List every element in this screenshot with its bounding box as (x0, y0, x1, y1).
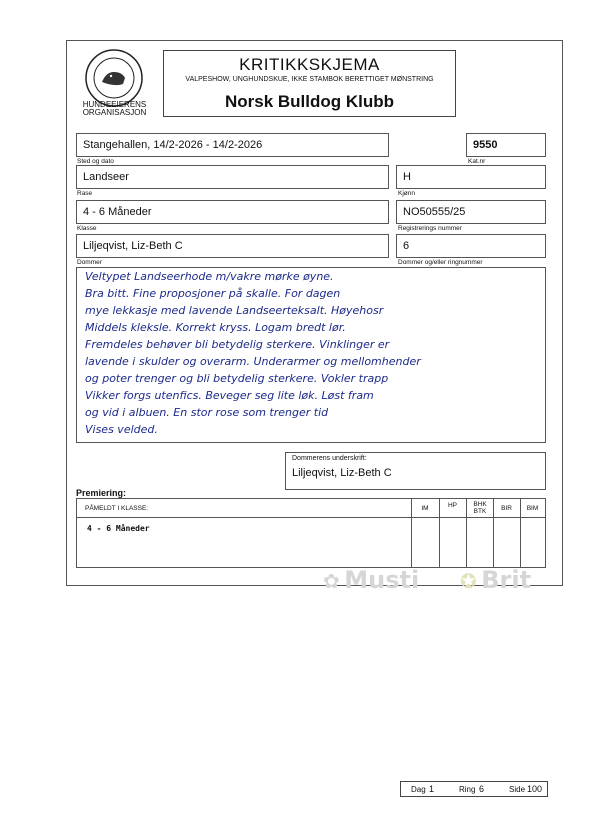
critique-line: Vikker forgs utenfics. Beveger seg lite løk. Løst fram (85, 389, 374, 402)
critique-line: mye lekkasje med lavende Landseerteksalt. Høyehosr (85, 304, 384, 317)
musti-logo: ✿ Musti (323, 566, 420, 594)
cat-nr-label: Kat.nr (468, 158, 486, 165)
critique-line: Middels kleksle. Korrekt kryss. Logam bredt lør. (85, 321, 346, 334)
judge-label: Dommer (77, 259, 102, 266)
header-bim: BIM (526, 505, 539, 512)
reg-nr-label: Registrerings nummer (398, 225, 462, 232)
cat-nr-field: 9550 (466, 133, 546, 157)
title-box (163, 50, 456, 117)
header-bhk-btk: BHK BTK (473, 501, 487, 515)
critique-line: og vid i albuen. En stor rose som trenger tid (85, 406, 329, 419)
paw-icon: ✿ (323, 571, 340, 593)
critique-line: og poter trenger og bli betydelig sterkere. Vokler trapp (85, 372, 389, 385)
class-entry: 4 - 6 Måneder (87, 524, 150, 533)
venue-date-field: Stangehallen, 14/2-2026 - 14/2-2026 (76, 133, 389, 157)
form-title: KRITIKKSKJEMA (239, 55, 380, 74)
venue-date-label: Sted og dato (77, 158, 114, 165)
header-bir: BIR (501, 505, 512, 512)
critique-line: Vises velded. (85, 423, 158, 436)
brit-emblem-icon: ✪ (460, 571, 477, 593)
breed-field: Landseer (76, 165, 389, 189)
class-field: 4 - 6 Måneder (76, 200, 389, 224)
critique-box (76, 267, 546, 443)
header-im: IM (421, 505, 429, 512)
form-subtitle: VALPESHOW, UNGHUNDSKUE, IKKE STAMBOK BERETTIGET MØNSTRING (185, 76, 434, 83)
brit-logo: ✪ Brit (460, 566, 532, 594)
critique-line: Veltypet Landseerhode m/vakre mørke øyne. (85, 270, 334, 283)
ring-label: Dommer og/eller ringnummer (398, 259, 483, 266)
signature-name: Liljeqvist, Liz-Beth C (292, 467, 392, 479)
page-footer: Dag 1 Ring 6 Side 100 (400, 781, 548, 797)
premiering-table (76, 498, 546, 568)
class-label: Klasse (77, 225, 97, 232)
reg-nr-field: NO50555/25 (396, 200, 546, 224)
sex-field: H (396, 165, 546, 189)
premiering-title: Premiering: (76, 488, 127, 498)
signature-box (285, 452, 546, 490)
critique-line: Bra bitt. Fine proposjoner på skalle. For dagen (85, 287, 341, 300)
club-name: Norsk Bulldog Klubb (224, 92, 395, 111)
critique-line: lavende i skulder og overarm. Underarmer og mellomhender (85, 355, 421, 368)
judge-field: Liljeqvist, Liz-Beth C (76, 234, 389, 258)
nkk-logo-icon (84, 48, 144, 108)
critique-line: Fremdeles behøver bli betydelig sterkere. Vinklinger er (85, 338, 390, 351)
signature-label: Dommerens underskrift: (292, 455, 367, 462)
org-label: HUNDEEIERENS ORGANISASJON (82, 100, 147, 117)
header-class: PÅMELDT I KLASSE: (85, 505, 149, 512)
sex-label: Kjønn (398, 190, 415, 197)
breed-label: Rase (77, 190, 93, 197)
header-hp: HP (447, 502, 458, 509)
ring-field: 6 (396, 234, 546, 258)
